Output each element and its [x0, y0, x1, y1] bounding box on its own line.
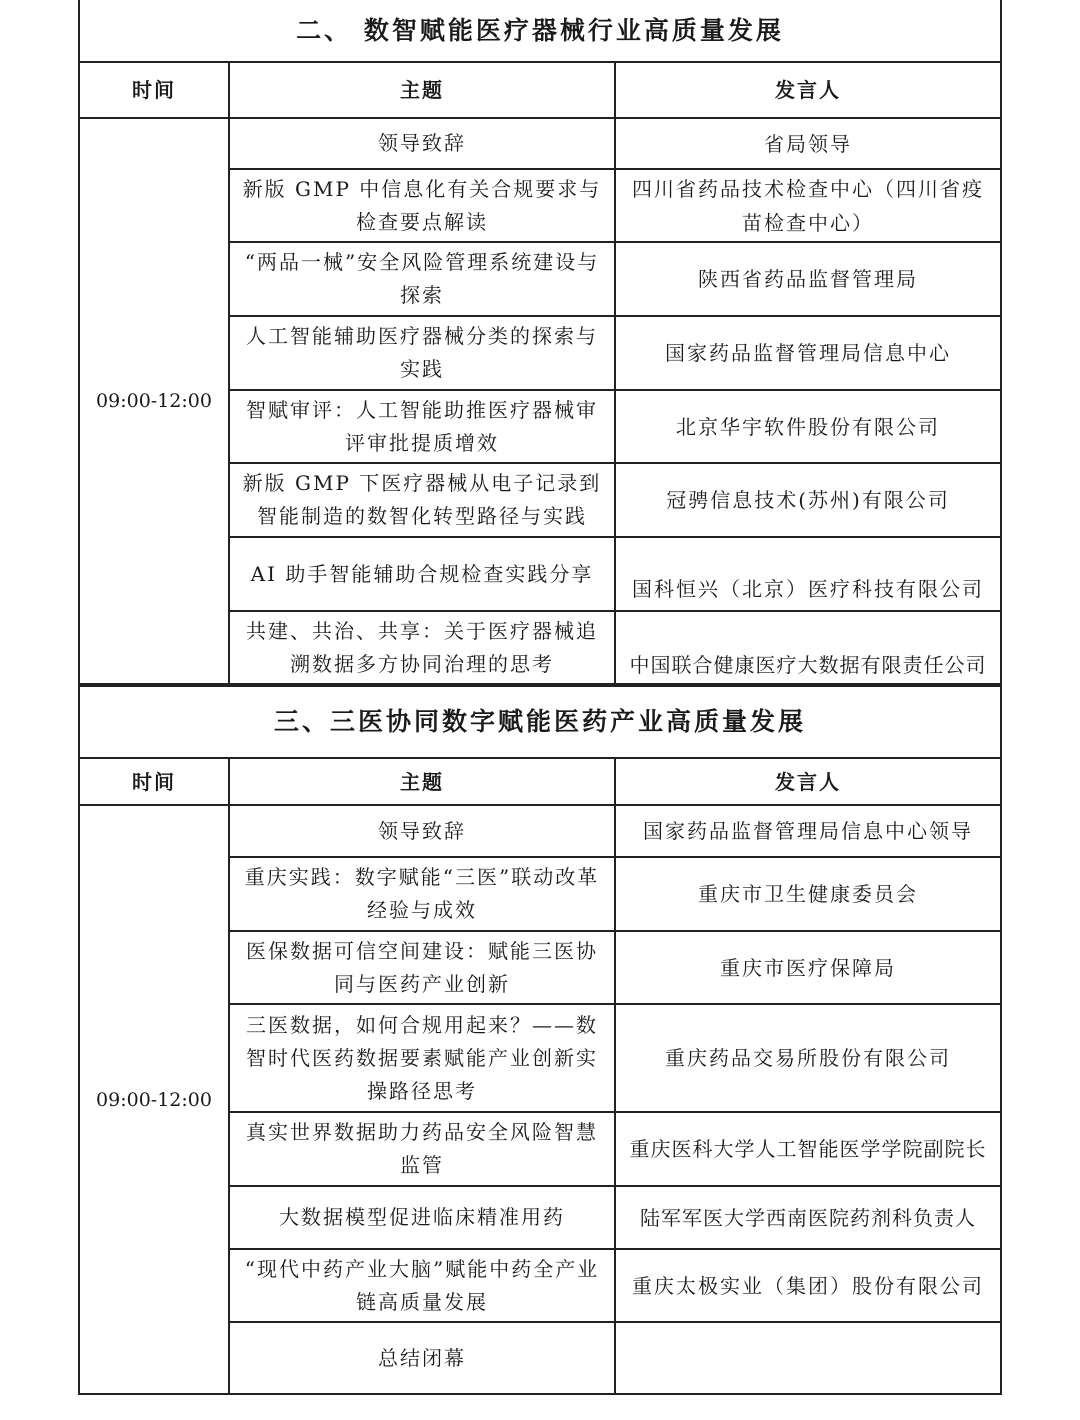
- header-time: 时间: [79, 758, 229, 805]
- table-header-row: [79, 62, 1001, 118]
- speaker-cell: 陕西省药品监督管理局: [615, 242, 1001, 316]
- header-topic: 主题: [229, 62, 615, 118]
- table-row: [79, 118, 1001, 169]
- topic-cell: 新版 GMP 下医疗器械从电子记录到智能制造的数智化转型路径与实践: [229, 463, 615, 537]
- section-title-row: [79, 0, 1001, 62]
- speaker-cell: 重庆太极实业（集团）股份有限公司: [615, 1249, 1001, 1322]
- topic-cell: 医保数据可信空间建设：赋能三医协同与医药产业创新: [229, 931, 615, 1004]
- topic-cell: 三医数据，如何合规用起来？——数智时代医药数据要素赋能产业创新实操路径思考: [229, 1004, 615, 1112]
- section-title-row: [79, 686, 1001, 758]
- header-time: 时间: [79, 62, 229, 118]
- time-slot: 09:00-12:00: [79, 118, 229, 684]
- topic-cell: 重庆实践：数字赋能“三医”联动改革经验与成效: [229, 857, 615, 931]
- topic-cell: 共建、共治、共享：关于医疗器械追溯数据多方协同治理的思考: [229, 611, 615, 684]
- topic-cell: AI 助手智能辅助合规检查实践分享: [229, 537, 615, 611]
- topic-cell: 总结闭幕: [229, 1322, 615, 1394]
- speaker-cell: 陆军军医大学西南医院药剂科负责人: [615, 1186, 1001, 1249]
- topic-cell: 新版 GMP 中信息化有关合规要求与检查要点解读: [229, 169, 615, 242]
- table-header-row: [79, 758, 1001, 805]
- agenda-table-section-3: [78, 685, 1002, 1395]
- speaker-cell: 北京华宇软件股份有限公司: [615, 390, 1001, 463]
- speaker-cell: 省局领导: [615, 118, 1001, 169]
- topic-cell: 大数据模型促进临床精准用药: [229, 1186, 615, 1249]
- speaker-cell: 重庆市医疗保障局: [615, 931, 1001, 1004]
- time-slot: 09:00-12:00: [79, 805, 229, 1394]
- topic-cell: 真实世界数据助力药品安全风险智慧监管: [229, 1112, 615, 1186]
- agenda-table-section-2: [78, 0, 1002, 685]
- speaker-cell: 重庆药品交易所股份有限公司: [615, 1004, 1001, 1112]
- topic-cell: “两品一械”安全风险管理系统建设与探索: [229, 242, 615, 316]
- speaker-text: 国科恒兴（北京）医疗科技有限公司: [632, 577, 984, 601]
- speaker-cell: [615, 537, 1001, 611]
- agenda-sheet: [78, 0, 1002, 1395]
- table-row: [79, 805, 1001, 857]
- speaker-cell: 重庆医科大学人工智能医学学院副院长: [615, 1112, 1001, 1186]
- speaker-cell: 冠骋信息技术(苏州)有限公司: [615, 463, 1001, 537]
- speaker-text: 中国联合健康医疗大数据有限责任公司: [629, 652, 987, 677]
- speaker-cell: 重庆市卫生健康委员会: [615, 857, 1001, 931]
- header-speaker: 发言人: [615, 62, 1001, 118]
- speaker-cell: 四川省药品技术检查中心（四川省疫苗检查中心）: [615, 169, 1001, 242]
- topic-cell: 领导致辞: [229, 805, 615, 857]
- speaker-cell: 国家药品监督管理局信息中心: [615, 316, 1001, 390]
- speaker-cell: [615, 1322, 1001, 1394]
- header-topic: 主题: [229, 758, 615, 805]
- speaker-cell: 国家药品监督管理局信息中心领导: [615, 805, 1001, 857]
- topic-cell: 领导致辞: [229, 118, 615, 169]
- speaker-cell: [615, 611, 1001, 684]
- topic-cell: 人工智能辅助医疗器械分类的探索与实践: [229, 316, 615, 390]
- topic-cell: “现代中药产业大脑”赋能中药全产业链高质量发展: [229, 1249, 615, 1322]
- section-title: 二、 数智赋能医疗器械行业高质量发展: [79, 0, 1001, 62]
- section-title: 三、三医协同数字赋能医药产业高质量发展: [79, 686, 1001, 758]
- header-speaker: 发言人: [615, 758, 1001, 805]
- topic-cell: 智赋审评：人工智能助推医疗器械审评审批提质增效: [229, 390, 615, 463]
